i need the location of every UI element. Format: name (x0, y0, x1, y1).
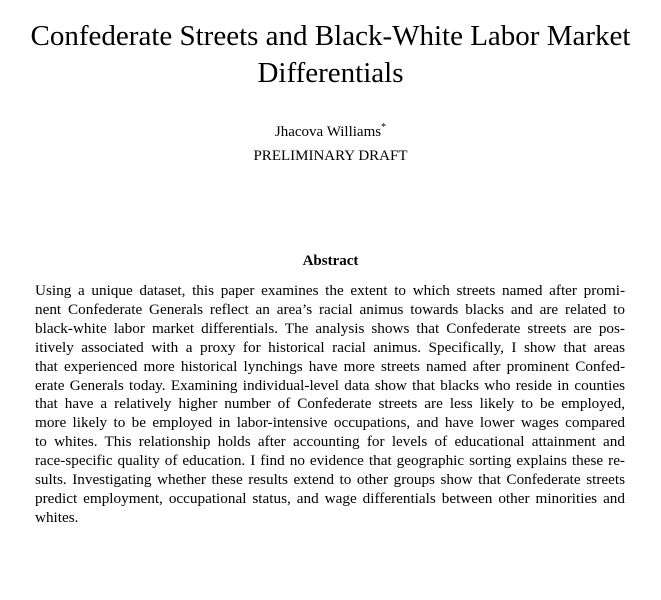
abstract-line: that experienced more historical lynchings have more streets named after prominent Confed- (35, 357, 625, 375)
abstract-line: predict employment, occupational status, and wage differentials between other minorities and (35, 489, 625, 507)
abstract-line: whites. (35, 508, 79, 526)
abstract-line: Using a unique dataset, this paper examines the extent to which streets named after promi- (35, 282, 625, 299)
abstract-line: sults. Investigating whether these results extend to other groups show that Confederate streets (35, 471, 625, 489)
abstract-line: race-specific quality of education. I find no evidence that geographic sorting explains these re- (35, 452, 625, 470)
paper-title-line-1: Confederate Streets and Black-White Labor Market (30, 20, 631, 52)
abstract-heading: Abstract (302, 253, 359, 269)
author-name: Jhacova Williams (274, 124, 382, 140)
abstract-line: black-white labor market differentials. The analysis shows that Confederate streets are pos- (35, 319, 625, 337)
paper-title (0, 18, 661, 92)
abstract-line: more likely to be employed in labor-intensive occupations, and have lower wages compared (35, 414, 625, 432)
author-line (0, 120, 661, 144)
author-footnote-mark: * (381, 122, 387, 133)
paper-title-line-2: Differentials (257, 57, 404, 89)
abstract-line: erate Generals today. Examining individual-level data show that blacks who reside in counties (35, 376, 625, 394)
draft-status: PRELIMINARY DRAFT (253, 148, 408, 164)
author-block (0, 120, 661, 168)
abstract-line: itively associated with a proxy for historical racial animus. Specifically, I show that areas (35, 338, 625, 356)
abstract-line: nent Confederate Generals reflect an area’s racial animus towards blacks and are related to (35, 300, 625, 318)
abstract-line: to whites. This relationship holds after accounting for levels of educational attainment and (35, 433, 625, 451)
abstract-body (35, 282, 625, 528)
abstract-line: that have a relatively higher number of Confederate streets are less likely to be employed, (35, 395, 625, 413)
